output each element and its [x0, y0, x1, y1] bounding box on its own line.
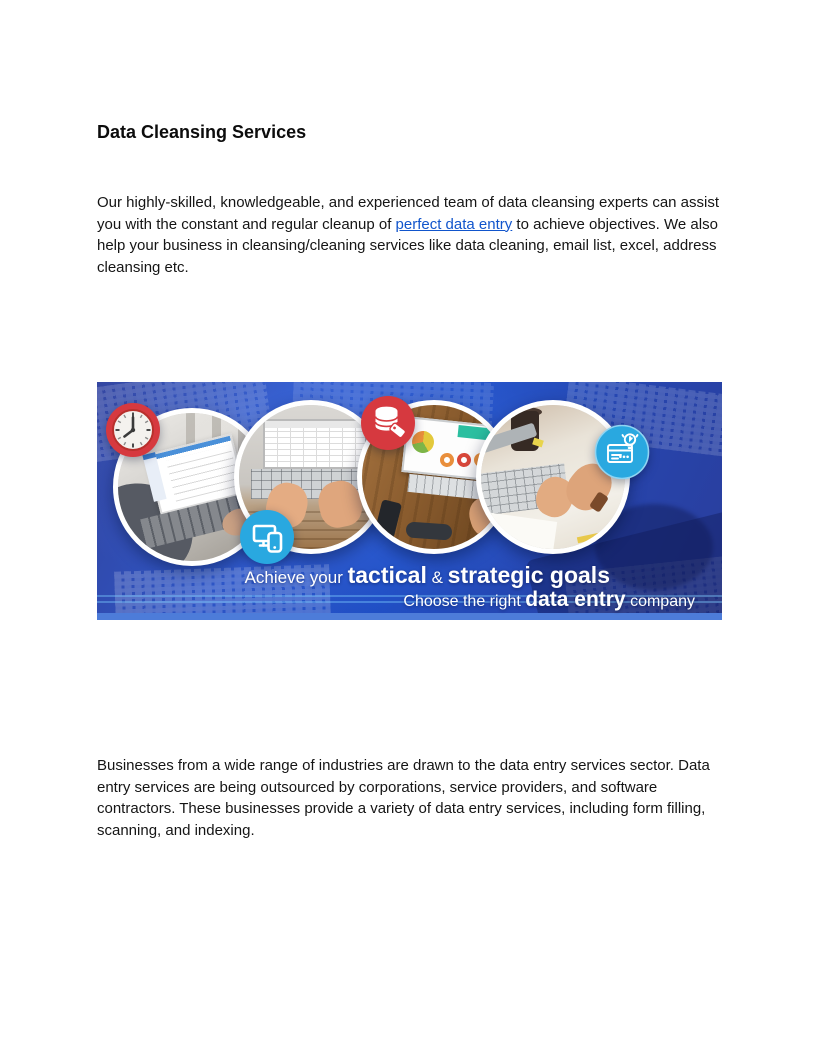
tagline-bold-tactical: tactical: [347, 562, 427, 588]
intro-paragraph: [97, 192, 727, 278]
body-paragraph: Businesses from a wide range of industries are drawn to the data entry services sector. Data entry services are being outsourced by corporations, service providers, and software contractors. These businesses provide a variety of data entry services, including form filling, scanning, and indexing.: [97, 757, 710, 839]
tagline-bold-data-entry: data entry: [525, 588, 626, 611]
tagline-text: Achieve your: [244, 568, 348, 587]
page-title: Data Cleansing Services: [97, 122, 307, 142]
tagline-text: &: [426, 568, 448, 587]
tagline-bold-strategic-goals: strategic goals: [447, 562, 610, 588]
banner-bottom-strip: [97, 613, 722, 620]
responsive-devices-icon: [240, 510, 294, 564]
tagline-text: company: [625, 593, 695, 610]
banner-tagline-line1: [245, 562, 610, 591]
intro-text-before-link: Our highly-skilled, knowledgeable, and experienced team of data cleansing experts can assist you with the constant and regular cleanup of: [97, 194, 720, 233]
data-entry-banner-image: [97, 382, 722, 620]
intro-text-after-link: to achieve objectives. We also help your business in cleansing/cleaning services like data cleaning, email list, excel, address cleansing etc.: [97, 215, 718, 276]
database-pricing-icon: [361, 396, 415, 450]
pencil-case-shape: [405, 521, 452, 540]
calculator-idea-icon: [594, 424, 650, 480]
perfect-data-entry-link[interactable]: perfect data entry: [395, 215, 513, 233]
tagline-text: Choose the right: [403, 593, 526, 610]
spreadsheet-screen-shape: [263, 419, 367, 469]
clock-icon: [106, 403, 160, 457]
banner-tagline-line2: [403, 588, 695, 614]
